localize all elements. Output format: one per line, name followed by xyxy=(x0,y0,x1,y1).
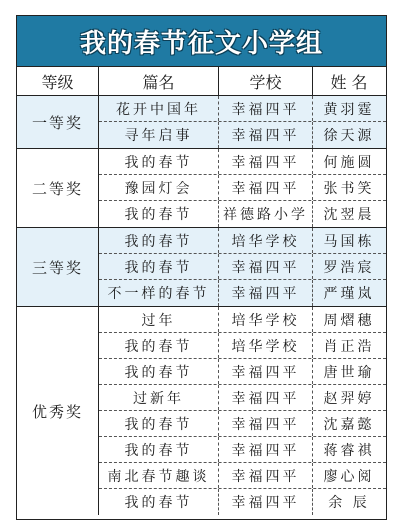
award-group xyxy=(17,149,386,228)
student-name-cell: 赵羿婷 xyxy=(323,390,375,407)
student-name-cell: 廖心阅 xyxy=(323,468,375,485)
student-name-cell: 马国栋 xyxy=(323,233,375,250)
table-row xyxy=(99,411,386,437)
award-level-label: 优秀奖 xyxy=(17,307,99,515)
header-name: 姓 名 xyxy=(330,72,368,92)
student-name-cell: 罗浩宸 xyxy=(323,259,375,276)
table-row xyxy=(99,201,386,227)
student-name-cell: 余 辰 xyxy=(328,495,370,511)
school-cell: 培华学校 xyxy=(219,333,313,358)
table-row xyxy=(99,463,386,489)
student-name-cell: 蒋睿祺 xyxy=(323,442,375,459)
school-cell: 幸福四平 xyxy=(219,96,313,121)
essay-title-cell: 我的春节 xyxy=(99,228,219,253)
essay-title-cell: 我的春节 xyxy=(99,359,219,384)
essay-title-cell: 南北春节趣谈 xyxy=(99,463,219,488)
student-name-cell: 张书笑 xyxy=(323,180,375,197)
award-group xyxy=(17,307,386,515)
header-level: 等级 xyxy=(17,67,99,95)
student-name-cell: 何施圆 xyxy=(323,154,375,171)
essay-title-cell: 我的春节 xyxy=(99,254,219,279)
student-name-cell: 唐世瑜 xyxy=(323,364,375,381)
page-title: 我的春节征文小学组 xyxy=(79,28,323,59)
essay-title-cell: 我的春节 xyxy=(99,437,219,462)
student-name-cell: 沈翌晨 xyxy=(323,207,375,223)
table-row xyxy=(99,437,386,463)
table-row xyxy=(99,228,386,254)
table-row xyxy=(99,280,386,306)
school-cell: 幸福四平 xyxy=(219,385,313,410)
table-row xyxy=(99,307,386,333)
award-group xyxy=(17,96,386,149)
essay-title-cell: 我的春节 xyxy=(99,149,219,174)
school-cell: 幸福四平 xyxy=(219,175,313,200)
award-level-label: 一等奖 xyxy=(17,96,99,148)
student-name-cell: 肖正浩 xyxy=(323,338,375,355)
school-cell: 祥德路小学 xyxy=(219,201,313,227)
table-row xyxy=(99,333,386,359)
header-essay-title: 篇名 xyxy=(99,67,219,95)
award-rows xyxy=(99,96,386,148)
essay-title-cell: 不一样的春节 xyxy=(99,280,219,306)
school-cell: 幸福四平 xyxy=(219,411,313,436)
award-level-label: 二等奖 xyxy=(17,149,99,227)
essay-title-cell: 花开中国年 xyxy=(99,96,219,121)
award-rows xyxy=(99,307,386,515)
essay-title-cell: 豫园灯会 xyxy=(99,175,219,200)
table-row xyxy=(99,359,386,385)
school-cell: 幸福四平 xyxy=(219,463,313,488)
award-rows xyxy=(99,149,386,227)
award-group xyxy=(17,228,386,307)
student-name-cell: 严瑾岚 xyxy=(323,286,375,302)
school-cell: 培华学校 xyxy=(219,307,313,332)
essay-title-cell: 我的春节 xyxy=(99,201,219,227)
essay-title-cell: 我的春节 xyxy=(99,333,219,358)
student-name-cell: 周熠穗 xyxy=(323,312,375,329)
essay-title-cell: 我的春节 xyxy=(99,489,219,515)
essay-title-cell: 过新年 xyxy=(99,385,219,410)
school-cell: 幸福四平 xyxy=(219,489,313,515)
table-row xyxy=(99,489,386,515)
school-cell: 培华学校 xyxy=(219,228,313,253)
school-cell: 幸福四平 xyxy=(219,280,313,306)
essay-title-cell: 寻年启事 xyxy=(99,122,219,148)
essay-title-cell: 过年 xyxy=(99,307,219,332)
table-row xyxy=(99,175,386,201)
table-row xyxy=(99,122,386,148)
school-cell: 幸福四平 xyxy=(219,437,313,462)
student-name-cell: 沈嘉懿 xyxy=(323,416,375,433)
table-row xyxy=(99,96,386,122)
table-row xyxy=(99,385,386,411)
student-name-cell: 黄羽霆 xyxy=(323,101,375,118)
table-body xyxy=(17,96,386,515)
award-table-sheet xyxy=(16,15,387,520)
table-header xyxy=(17,67,386,96)
table-row xyxy=(99,254,386,280)
essay-title-cell: 我的春节 xyxy=(99,411,219,436)
school-cell: 幸福四平 xyxy=(219,254,313,279)
award-level-label: 三等奖 xyxy=(17,228,99,306)
title-banner xyxy=(17,16,386,67)
school-cell: 幸福四平 xyxy=(219,359,313,384)
school-cell: 幸福四平 xyxy=(219,122,313,148)
header-school: 学校 xyxy=(219,67,313,95)
student-name-cell: 徐天源 xyxy=(323,128,375,144)
award-rows xyxy=(99,228,386,306)
table-row xyxy=(99,149,386,175)
school-cell: 幸福四平 xyxy=(219,149,313,174)
